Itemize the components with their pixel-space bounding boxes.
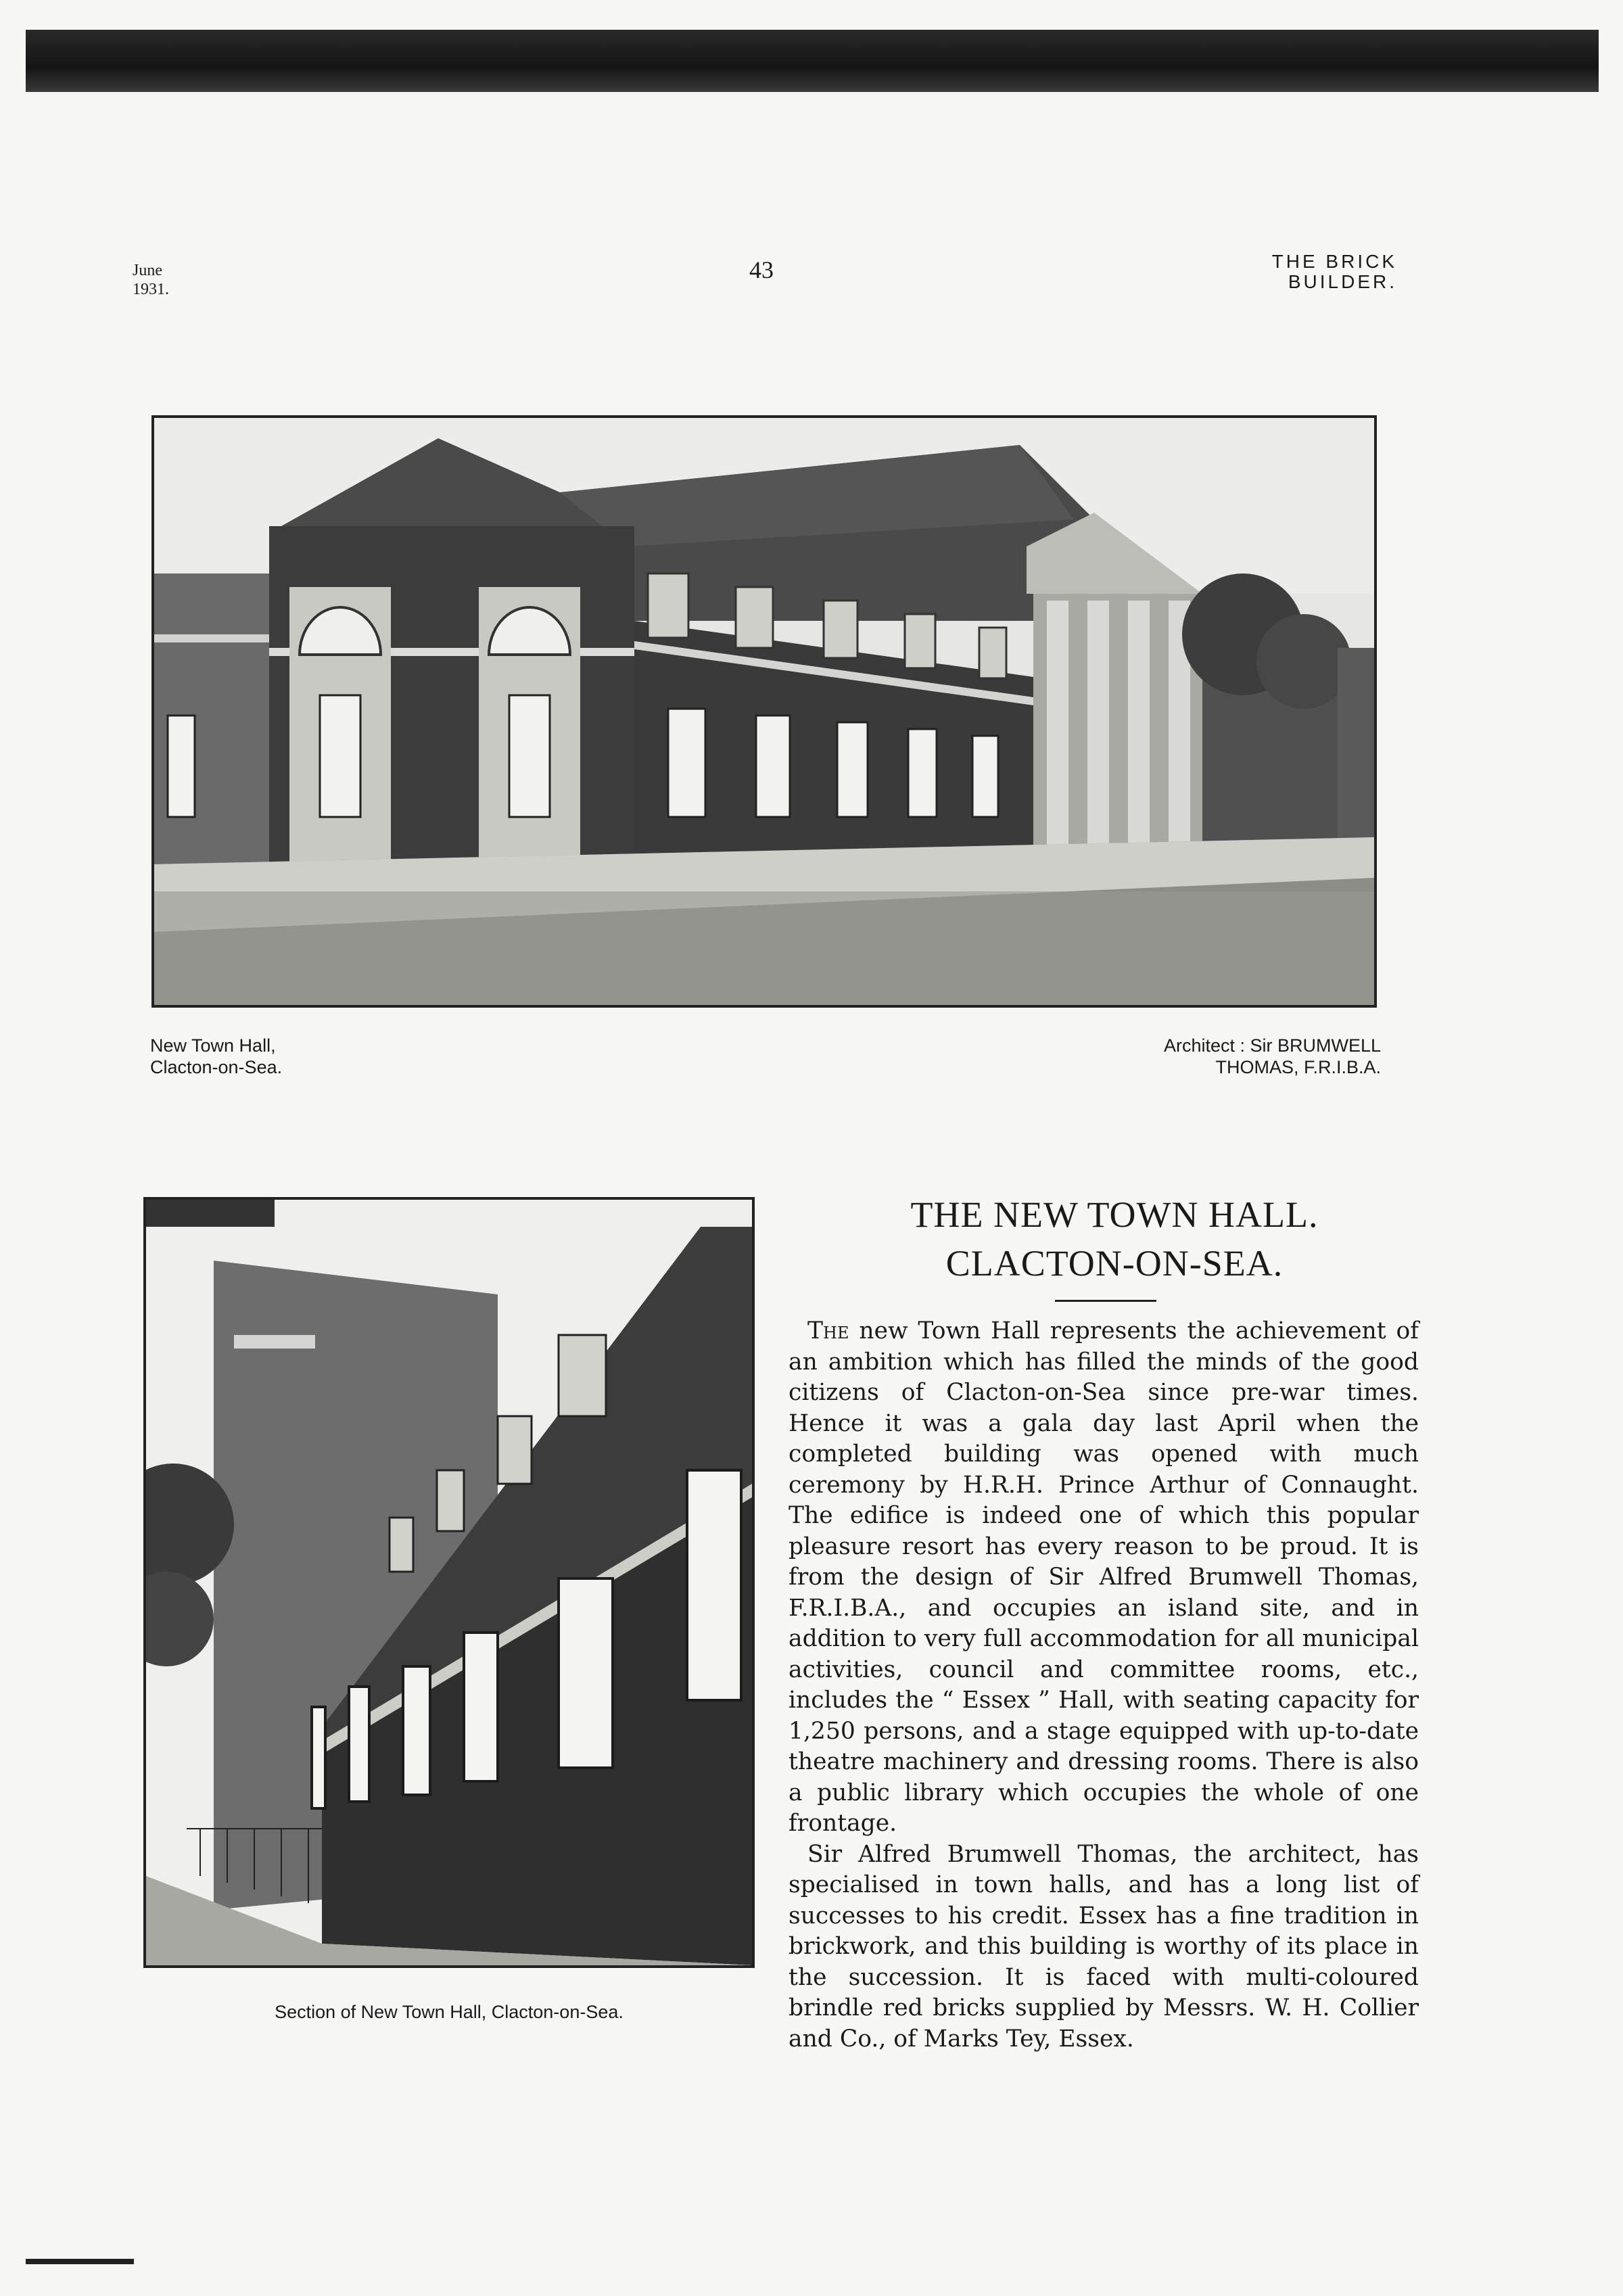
town-hall-exterior-photo (151, 415, 1377, 1008)
photo1-caption-right (1164, 1035, 1381, 1078)
issue-month: June (133, 262, 162, 279)
masthead (1272, 252, 1397, 292)
title-divider (1055, 1300, 1156, 1302)
issue-date (133, 261, 169, 299)
photo1-caption-title: New Town Hall, (150, 1035, 276, 1056)
photo1-caption-place: Clacton-on-Sea. (150, 1057, 283, 1077)
masthead-line-1: THE BRICK (1271, 251, 1397, 272)
article-paragraph-1 (789, 1316, 1419, 1840)
article-title-line-1: THE NEW TOWN HALL. (910, 1194, 1319, 1235)
article-paragraph-2: Sir Alfred Brumwell Thomas, the architect, has specialised in town halls, and has a long list of successes to his credit. Essex has a fine tradition in brickwork, and this building is worthy of its place in the succession. It is faced with multi-coloured brindle red bricks supplied by Messrs. W. H. Collier and Co., of Marks Tey, Essex. (789, 1840, 1419, 2053)
town-hall-section-photo (143, 1197, 755, 1968)
photo1-credit-line-1: Architect : Sir BRUMWELL (1163, 1035, 1381, 1056)
paragraph-lead-word: The (807, 1317, 849, 1344)
article-title (797, 1190, 1432, 1288)
photo1-caption-left (150, 1035, 282, 1078)
article-title-line-2: CLACTON-ON-SEA. (945, 1243, 1284, 1284)
town-hall-exterior-illustration (154, 418, 1374, 1005)
photo1-credit-line-2: THOMAS, F.R.I.B.A. (1215, 1057, 1381, 1077)
paragraph-1-text: new Town Hall represents the achievement of an ambition which has filled the minds of the good citizens of Clacton-on-Sea since pre-war times. Hence it was a gala day last April when the completed building was opened with much ceremony by H.R.H. Prince Arthur of Connaught. The edifice is indeed one of which this popular pleasure resort has every reason to be proud. It is from the design of Sir Alfred Brumwell Thomas, F.R.I.B.A., and occupies an island site, and in addition to very full accommodation for all municipal activities, council and committee rooms, etc., includes the “ Essex ” Hall, with seating capacity for 1,250 persons, and a stage equipped with up-to-date theatre machinery and dressing rooms. There is also a public library which occupies the whole of one frontage. (789, 1317, 1419, 1837)
page-number: 43 (749, 256, 774, 283)
issue-year: 1931. (133, 281, 169, 298)
scan-bottom-mark (26, 2259, 134, 2264)
photo2-caption: Section of New Town Hall, Clacton-on-Sea. (275, 2002, 624, 2022)
article-body (789, 1316, 1419, 2055)
scan-top-edge (26, 30, 1599, 92)
town-hall-section-illustration (146, 1200, 752, 1965)
masthead-line-2: BUILDER. (1288, 271, 1397, 292)
